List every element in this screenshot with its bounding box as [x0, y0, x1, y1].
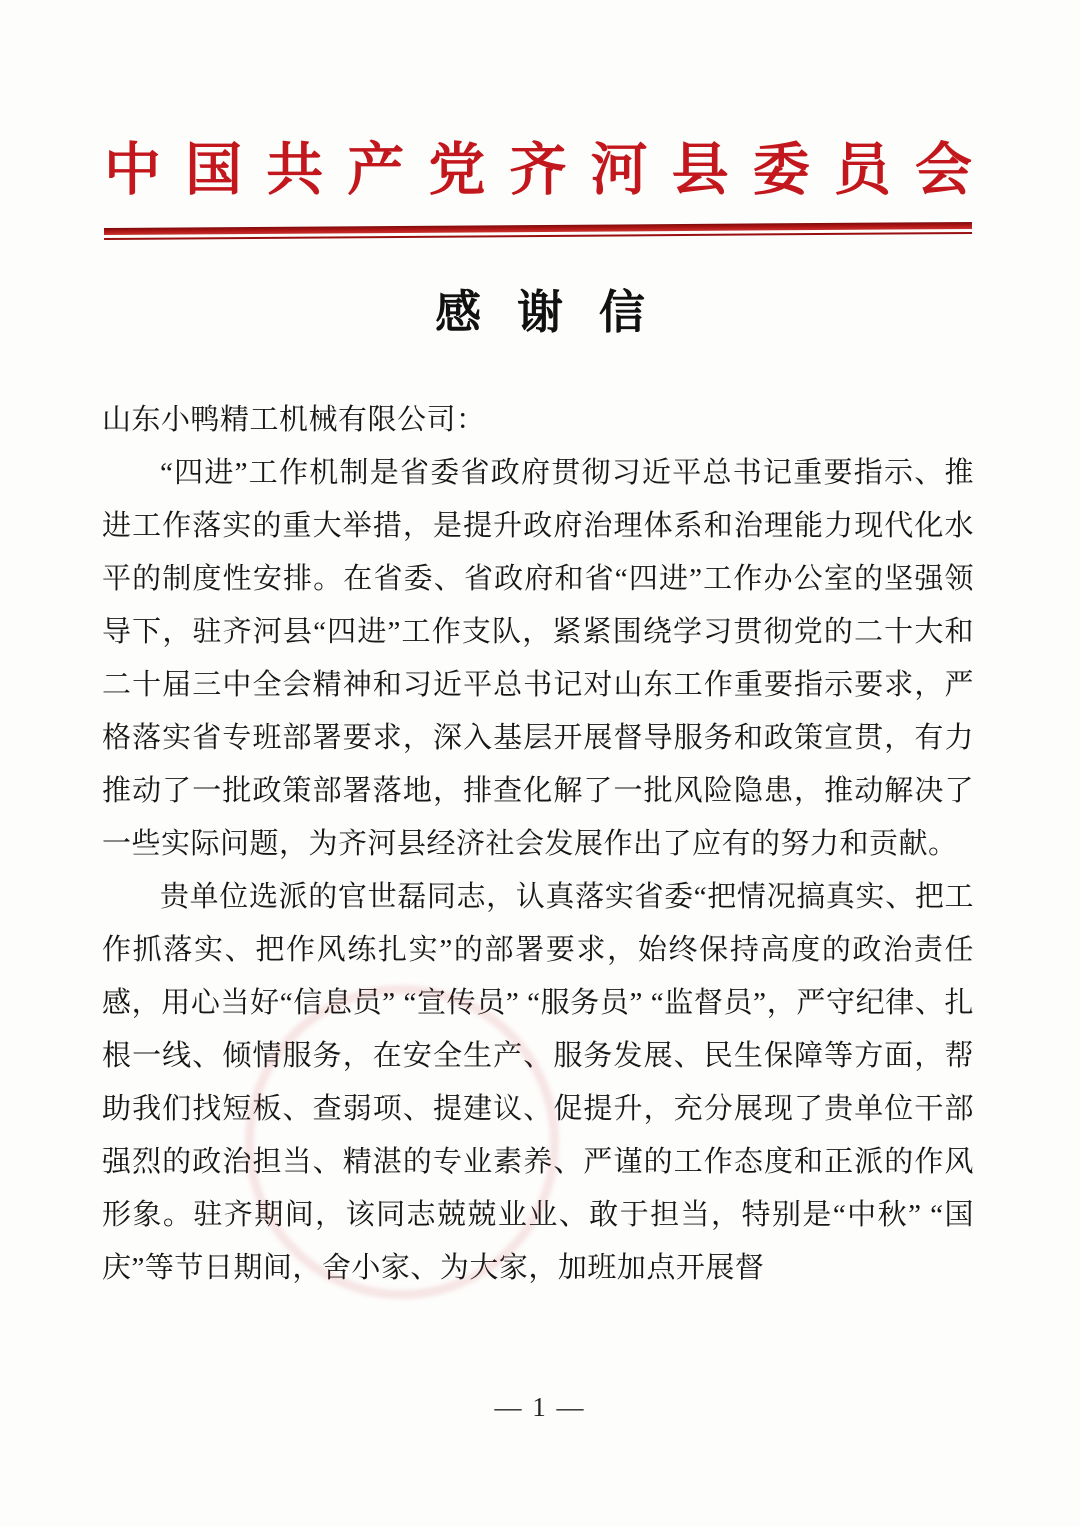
paragraph-2: 贵单位选派的官世磊同志，认真落实省委“把情况搞真实、把工作抓落实、把作风练扎实”的部署要求，始终保持高度的政治责任感，用心当好“信息员” “宣传员” “服务员” “监督员”，严守纪律、扎根一线、倾情服务，在安全生产、服务发展、民生保障等方面，帮助我们找短板、查弱项、提建议、促提升，充分展现了贵单位干部强烈的政治担当、精湛的专业素养、严谨的工作态度和正派的作风形象。驻齐期间，该同志兢兢业业、敢于担当，特别是“中秋” “国庆”等节日期间，舍小家、为大家，加班加点开展督 — [102, 880, 974, 1284]
letter-body — [102, 394, 974, 1295]
paragraph-1: “四进”工作机制是省委省政府贯彻习近平总书记重要指示、推进工作落实的重大举措，是提升政府治理体系和治理能力现代化水平的制度性安排。在省委、省政府和省“四进”工作办公室的坚强领导下，驻齐河县“四进”工作支队，紧紧围绕学习贯彻党的二十大和二十届三中全会精神和习近平总书记对山东工作重要指示要求，严格落实省专班部署要求，深入基层开展督导服务和政策宣贯，有力推动了一批政策部署落地，排查化解了一批风险隐患，推动解决了一些实际问题，为齐河县经济社会发展作出了应有的努力和贡献。 — [102, 456, 974, 860]
letterhead-divider — [104, 222, 972, 240]
salutation: 山东小鸭精工机械有限公司： — [102, 403, 486, 436]
title-row — [0, 287, 1080, 340]
document-title: 感谢信 — [435, 287, 681, 338]
letterhead — [104, 139, 972, 237]
letterhead-org-name: 中 国 共 产 党 齐 河 县 委 员 会 — [104, 139, 972, 202]
page-number: — 1 — — [494, 1392, 586, 1422]
